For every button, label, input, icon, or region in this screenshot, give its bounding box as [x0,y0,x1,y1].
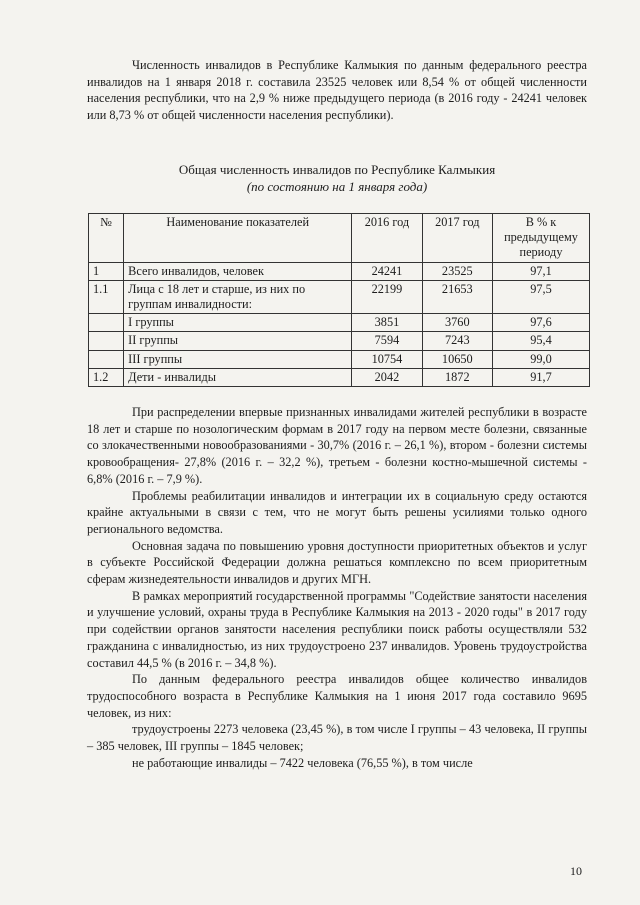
intro-text [87,57,587,124]
cell-2016: 10754 [352,350,422,368]
intro-paragraph: Численность инвалидов в Республике Калмыкия по данным федерального реестра инвалидов на 1 января 2018 г. составила 23525 человек или 8,54 % от общей численности населения республики, что на 2,9 % ниже предыдущего периода (в 2016 году - 24241 человек или 8,73 % от общей численности населения республики). [87,58,587,123]
cell-2017: 1872 [422,368,492,386]
table-row [89,368,590,386]
cell-pct: 97,5 [492,280,589,313]
body-text [87,404,587,771]
paragraph-employed: трудоустроены 2273 человека (23,45 %), в том числе I группы – 43 человека, II группы – 385 человек, III группы – 1845 человек; [87,722,587,754]
table-subtitle: (по состоянию на 1 января года) [246,179,428,194]
cell-2017: 3760 [422,314,492,332]
paragraph-nosology: При распределении впервые признанных инвалидами жителей республики в возрасте 18 лет и старше по нозологическим формам в 2017 году на первом месте болезни, связанные со злокачественными новообразованиями - 30,7% (2016 г. – 26,1 %), втором - болезни системы кровообращения- 27,8% (2016 г. – 32,2 %), третьем - болезни костно-мышечной системы - 6,8% (2016 г. – 7,9 %). [87,405,587,486]
table-row [89,314,590,332]
header-2017: 2017 год [422,214,492,263]
cell-2016: 3851 [352,314,422,332]
header-pct: В % к предыдущему периоду [492,214,589,263]
cell-name: Всего инвалидов, человек [124,262,352,280]
cell-pct: 97,1 [492,262,589,280]
cell-2016: 22199 [352,280,422,313]
table-header-row [89,214,590,263]
paragraph-rehabilitation: Проблемы реабилитации инвалидов и интеграции их в социальную среду остаются крайне актуальными в связи с тем, что не могут быть решены усилиями только одного регионального ведомства. [87,488,587,536]
cell-pct: 95,4 [492,332,589,350]
cell-2016: 24241 [352,262,422,280]
header-no: № [89,214,124,263]
cell-name: Лица с 18 лет и старше, из них по группам инвалидности: [124,280,352,313]
cell-name: III группы [124,350,352,368]
paragraph-unemployed: не работающие инвалиды – 7422 человека (76,55 %), в том числе [132,755,473,770]
paragraph-employment-program: В рамках мероприятий государственной программы "Содействие занятости населения и улучшение условий, охраны труда в Республике Калмыкия на 2013 - 2020 годы" в 2017 году при содействии органов занятости населения республики поиск работы осуществляли 532 гражданина с инвалидностью, из них трудоустроено 237 инвалидов. Уровень трудоустройства составил 44,5 % (в 2016 г. – 34,8 %). [87,588,587,670]
cell-2016: 2042 [352,368,422,386]
cell-2017: 7243 [422,332,492,350]
cell-no [89,314,124,332]
cell-name: II группы [124,332,352,350]
paragraph-registry: По данным федерального реестра инвалидов общее количество инвалидов трудоспособного возраста в Республике Калмыкия на 1 июня 2017 года составило 9695 человек, из них: [87,672,587,720]
cell-name: I группы [124,314,352,332]
cell-no: 1 [89,262,124,280]
table-row [89,350,590,368]
paragraph-accessibility: Основная задача по повышению уровня доступности приоритетных объектов и услуг в субъекте Российской Федерации должна решаться комплексно по всем приоритетным сферам жизнедеятельности инвалидов и других МГН. [87,538,587,587]
header-name: Наименование показателей [124,214,352,263]
table-row [89,262,590,280]
cell-2017: 23525 [422,262,492,280]
cell-name: Дети - инвалиды [124,368,352,386]
cell-2017: 21653 [422,280,492,313]
cell-pct: 99,0 [492,350,589,368]
page-number: 10 [570,864,582,878]
cell-no [89,350,124,368]
cell-2016: 7594 [352,332,422,350]
cell-no: 1.1 [89,280,124,313]
cell-pct: 97,6 [492,314,589,332]
header-2016: 2016 год [352,214,422,263]
table-row [89,332,590,350]
cell-no [89,332,124,350]
table-title: Общая численность инвалидов по Республике Калмыкия [178,162,496,177]
cell-no: 1.2 [89,368,124,386]
cell-pct: 91,7 [492,368,589,386]
cell-2017: 10650 [422,350,492,368]
table-row [89,280,590,313]
disability-table [88,213,590,387]
